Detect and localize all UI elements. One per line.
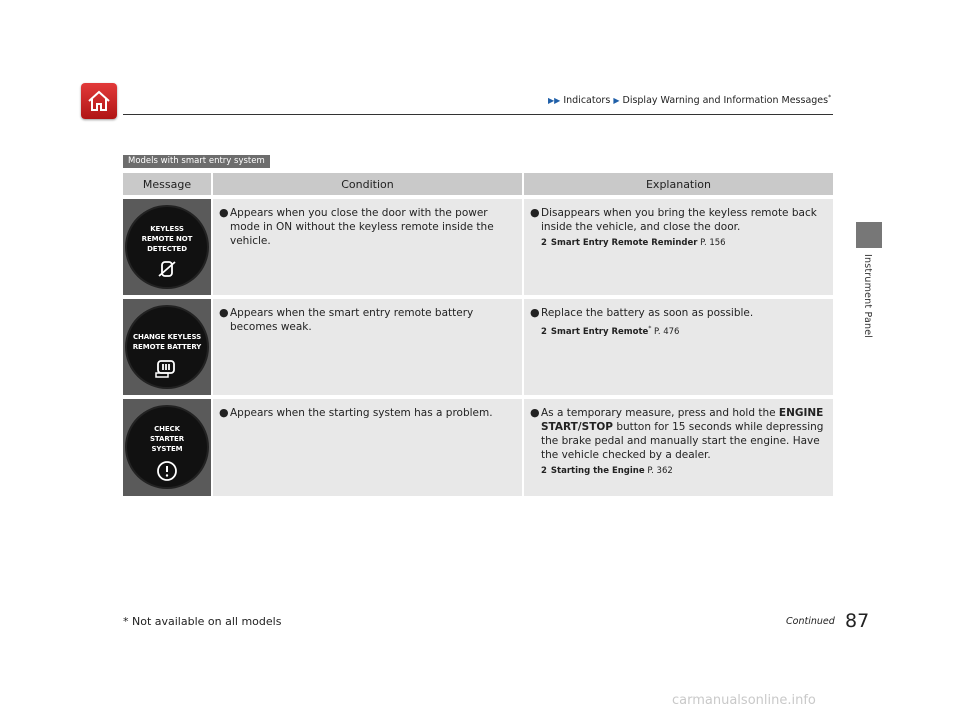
table-row (123, 399, 833, 496)
explanation-text-part: button for 15 seconds while depressing the brake pedal and manually start the engine. Have the vehicle checked by a dealer. (541, 421, 824, 461)
engine-start-stop-label: ENGINE START/STOP (541, 407, 824, 433)
badge-line: SYSTEM (151, 445, 183, 453)
reference-arrow-icon: 2 (541, 238, 547, 248)
page-reference-link[interactable] (541, 464, 827, 478)
column-header-condition: Condition (211, 173, 522, 195)
home-button[interactable] (81, 83, 117, 119)
badge-line: STARTER (149, 435, 184, 443)
badge-line: DETECTED (147, 245, 187, 253)
explanation-text: Disappears when you bring the keyless remote back inside the vehicle, and close the door. (541, 207, 817, 233)
reference-arrow-icon: 2 (541, 326, 547, 337)
breadcrumb-item-indicators[interactable]: Indicators (563, 95, 611, 107)
section-tab-marker (856, 222, 882, 248)
message-image-cell (123, 299, 211, 395)
badge-line: KEYLESS (150, 225, 184, 233)
message-table (123, 169, 833, 500)
breadcrumb-separator: ▶ (613, 96, 620, 106)
condition-text: Appears when the smart entry remote battery becomes weak. (230, 307, 474, 333)
reference-page: P. 362 (647, 466, 673, 476)
page-number: 87 (845, 610, 870, 632)
continued-label: Continued (786, 616, 835, 627)
breadcrumb-arrows: ▶▶ (548, 96, 561, 106)
check-starter-system-badge (127, 407, 207, 487)
table-header-row (123, 173, 833, 195)
section-label: Instrument Panel (862, 254, 873, 339)
explanation-cell: ● Replace the battery as soon as possible. 2 Smart Entry Remote* P. 476 (522, 299, 833, 395)
home-icon (86, 88, 112, 114)
warning-exclamation-icon (154, 460, 180, 482)
breadcrumb-footnote-mark: * (828, 94, 832, 101)
keyless-remote-not-detected-badge (127, 207, 207, 287)
models-tag: Models with smart entry system (123, 155, 270, 168)
page-reference-link[interactable] (541, 236, 827, 250)
change-keyless-remote-battery-badge (127, 307, 207, 387)
explanation-text-part: As a temporary measure, press and hold the (541, 407, 779, 419)
table-row (123, 299, 833, 395)
footnote: * Not available on all models (123, 615, 282, 628)
reference-arrow-icon: 2 (541, 466, 547, 476)
condition-cell: ● Appears when the starting system has a problem. (211, 399, 522, 496)
reference-title: Smart Entry Remote Reminder (550, 238, 698, 248)
condition-cell: ● Appears when you close the door with the power mode in ON without the keyless remote inside the vehicle. (211, 199, 522, 295)
reference-page: P. 156 (700, 238, 726, 248)
explanation-text: Replace the battery as soon as possible. (541, 307, 754, 319)
breadcrumb (548, 94, 831, 106)
column-header-message: Message (123, 173, 211, 195)
badge-line: REMOTE BATTERY (132, 343, 202, 351)
badge-line: CHECK (154, 425, 180, 433)
reference-page: P. 476 (654, 326, 680, 337)
page-reference-link[interactable] (541, 322, 753, 339)
table-row (123, 199, 833, 295)
badge-line: REMOTE NOT (141, 235, 193, 243)
reference-footnote-mark: * (648, 325, 652, 332)
condition-cell: ● Appears when the smart entry remote battery becomes weak. (211, 299, 522, 395)
message-image-cell (123, 399, 211, 496)
reference-title: Starting the Engine (550, 466, 645, 476)
condition-text: Appears when the starting system has a problem. (230, 407, 493, 419)
message-image-cell (123, 199, 211, 295)
explanation-text (541, 406, 827, 462)
reference-title: Smart Entry Remote (550, 326, 649, 337)
badge-line: CHANGE KEYLESS (132, 333, 202, 341)
explanation-cell: ● Disappears when you bring the keyless remote back inside the vehicle, and close the door. 2 Smart Entry Remote Reminder P. 156 (522, 199, 833, 295)
header-rule (123, 114, 833, 115)
crossed-key-fob-icon (154, 260, 180, 278)
condition-text: Appears when you close the door with the power mode in ON without the keyless remote inside the vehicle. (230, 207, 494, 247)
breadcrumb-item-display-messages[interactable]: Display Warning and Information Messages (622, 95, 829, 107)
explanation-cell: ● As a temporary measure, press and hold the ENGINE START/STOP button for 15 seconds while depressing the brake pedal and manually start the engine. Have the vehicle checked by a dealer. 2 Starting the Engine P. 362 (522, 399, 833, 496)
column-header-explanation: Explanation (522, 173, 833, 195)
battery-fob-icon (154, 359, 180, 379)
watermark: carmanualsonline.info (672, 693, 816, 708)
